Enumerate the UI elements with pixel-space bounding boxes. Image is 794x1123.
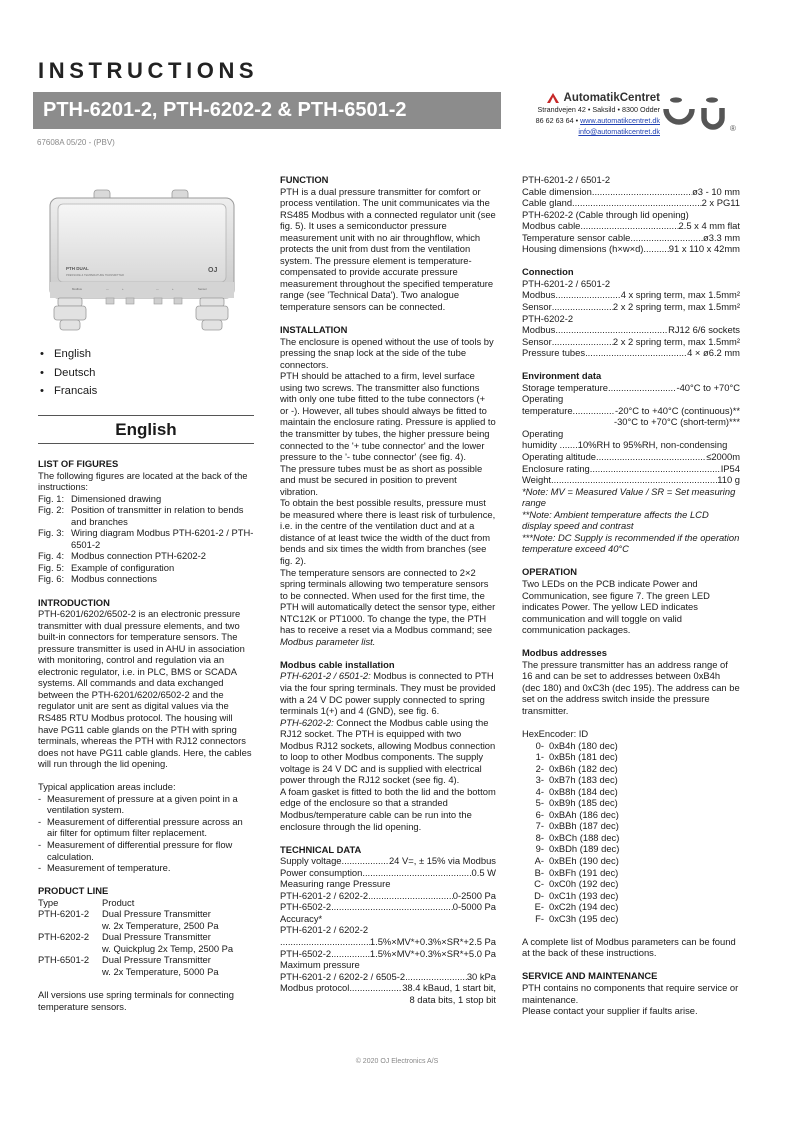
spec-modbus-cable: Modbus cable ..... 2.5 x 4 mm flat	[522, 220, 740, 232]
spec-cable-dimension: Cable dimension ..... ø3 - 10 mm	[522, 186, 740, 198]
product-sublabel: PRESSURE & TEMPERATURE TRANSMITTER	[66, 274, 124, 277]
dealer-logo	[502, 92, 660, 104]
dealer-phone: 86 62 63 64 •	[535, 116, 579, 125]
hex-key: 1-	[535, 751, 544, 763]
column-middle	[280, 174, 496, 1005]
note-3: ***Note: DC Supply is recommended if the operation temperature exceed 40°C	[522, 531, 740, 555]
product-table-header: Type Product	[38, 896, 135, 908]
hex-key: 0-	[535, 739, 544, 751]
spec-connection: Sensor ..... 2 x 2 spring term, max 1.5mm²	[522, 301, 740, 313]
figures-heading: LIST OF FIGURES	[38, 458, 119, 469]
product-row: PTH-6501-2 Dual Pressure Transmitter w. 2x Temperature, 5000 Pa	[38, 954, 219, 977]
installation-text-2: PTH should be attached to a firm, level surface using two screws. The transmitter also functions with only one tube fitted to the tube connectors (+ or -). However, all tubes should always be fitted to maintain the enclosure rating. Pressure is applied to the transmitter by tubes, the higher pressure being connected to the '+ tube connector' and the lower pressure to the '- tube connector' (see fig. 4).	[280, 370, 496, 463]
spec-max-pressure: PTH-6201-2 / 6202-2 / 6505-2 ..... 30 kPa	[280, 971, 496, 983]
spec-weight: Weight ..... 110 g	[522, 474, 740, 486]
spec-accuracy-model: PTH-6201-2 / 6202-2	[280, 924, 369, 936]
cable-installation-text-2: PTH-6202-2: Connect the Modbus cable using the RJ12 socket. The PTH is equipped with two Modbus RJ12 sockets, allowing Modbus connection to loop to other Modbus components. The supply voltage is 24 V DC and is supplied with electrical power through the RJ12 socket (see fig. 4).	[280, 716, 496, 786]
technical-data-heading: TECHNICAL DATA	[280, 843, 362, 855]
spec-model-a: PTH-6201-2 / 6501-2	[522, 174, 611, 185]
model-banner-text: PTH-6201-2, PTH-6202-2 & PTH-6501-2	[43, 99, 407, 121]
hex-value: 0xBAh (186 dec)	[549, 808, 619, 820]
figure-item: Fig. 6: Modbus connections	[38, 573, 157, 585]
dealer-contact	[502, 115, 660, 126]
hex-key: 4-	[535, 785, 544, 797]
hex-value: 0xC1h (193 dec)	[549, 889, 619, 901]
hex-value: 0xBCh (188 dec)	[549, 831, 620, 843]
hex-address-row	[522, 901, 740, 913]
spec-supply: Supply voltage ..... 24 V=, ± 15% via Modbus	[280, 855, 496, 867]
installation-text-3: The pressure tubes must be as short as possible and must be secured in position to prevent vibration.	[280, 462, 483, 497]
dealer-logo-icon	[546, 92, 560, 104]
spec-connection: Modbus ..... RJ12 6/6 sockets	[522, 324, 740, 336]
figure-item: Fig. 1: Dimensioned drawing	[38, 492, 162, 504]
hex-address-row	[522, 855, 740, 867]
hex-key: 5-	[535, 797, 544, 809]
product-label: PTH DUAL	[66, 266, 89, 271]
service-text: PTH contains no components that require service or maintenance.	[522, 981, 739, 1005]
spec-power: Power consumption ..... 0.5 W	[280, 867, 496, 879]
spec-protocol: Modbus protocol ..... 38.4 kBaud, 1 start bit,	[280, 982, 496, 994]
language-item[interactable]: • Francais	[40, 385, 98, 397]
dealer-name: AutomatikCentret	[563, 92, 660, 104]
hex-address-row	[522, 913, 740, 925]
spec-model-b: PTH-6202-2 (Cable through lid opening)	[522, 208, 689, 220]
section-title: English	[115, 420, 177, 439]
spec-op-humidity: humidity .......10%RH to 95%RH, non-condensing	[522, 439, 728, 451]
hex-key: F-	[535, 912, 544, 924]
function-text: PTH is a dual pressure transmitter for comfort or process ventilation. The unit communicates via the RS485 Modbus with a connected regulator unit (see fig. 5). It uses a semiconductor pressure measurement unit with no air throughflow, which protects the unit from dust from the ventilation system. The pressure element is temperature-compensated to provide accurate pressure measurement throughout the specified temperature range (see 'Technical Data'). Two analogue temperature sensors can be connected.	[280, 185, 496, 313]
hex-value: 0xB5h (181 dec)	[549, 751, 618, 763]
product-line-note: All versions use spring terminals for connecting temperature sensors.	[38, 988, 234, 1012]
hex-key: D-	[534, 889, 544, 901]
figure-item: Fig. 2: Position of transmitter in relation to bends and branches	[38, 504, 244, 527]
operation-text: Two LEDs on the PCB indicate Power and Communication, see figure 7. The green LED indicates Power. The yellow LED indicates communication and will toggle on valid communication packages.	[522, 578, 710, 636]
installation-heading: INSTALLATION	[280, 324, 348, 336]
operation-heading: OPERATION	[522, 566, 578, 578]
hex-key: E-	[534, 901, 544, 913]
modbus-addresses-text: The pressure transmitter has an address range of 16 and can be set to addresses between 0xB4h (dec 180) and 0xC3h (dec 195). The address can be set on the address switch inside the pressure transmitter.	[522, 658, 740, 716]
connection-model-a: PTH-6201-2 / 6501-2	[522, 277, 611, 289]
dealer-email-row	[502, 126, 660, 137]
hex-key: 6-	[535, 808, 544, 820]
hex-value: 0xB9h (185 dec)	[549, 797, 618, 809]
section-title-box	[38, 415, 254, 444]
spec-op-temp-2: -30°C to +70°C (short-term)***	[613, 416, 740, 428]
installation-text-5: The temperature sensors are connected to 2×2 spring terminals allowing two temperature sensors to be connected. When used for the first time, the PTH will automatically detect the sensor type, either NTC12K or PT1000. To change the type, the PTH has to receive a reset via a Modbus command; see Modbus parameter list.	[280, 566, 496, 647]
applications-intro: Typical application areas include:	[38, 781, 176, 793]
cable-installation-text-3: A foam gasket is fitted to both the lid and the bottom edge of the enclosure so that a stranded Modbus/temperature cable can be run into the enclosure through the lid opening.	[280, 785, 496, 832]
spec-cable-gland: Cable gland ..... 2 x PG11	[522, 197, 740, 209]
language-item[interactable]: • English	[40, 348, 92, 360]
hex-key: 7-	[535, 820, 544, 832]
oj-brand-logo	[662, 96, 740, 132]
hex-value: 0xBEh (190 dec)	[549, 855, 619, 867]
figure-item: Fig. 3: Wiring diagram Modbus PTH-6201-2 / PTH-6501-2	[38, 527, 254, 550]
note-1: *Note: MV = Measured Value / SR = Set measuring range	[522, 485, 736, 509]
hex-address-row	[522, 809, 740, 821]
connection-model-b: PTH-6202-2	[522, 312, 574, 324]
spec-range: PTH-6502-2 ..... 0-5000 Pa	[280, 901, 496, 913]
port-label-6: Sensor	[198, 287, 207, 291]
spec-range-heading: Measuring range Pressure	[280, 878, 391, 890]
hex-address-row	[522, 878, 740, 890]
dealer-block	[502, 92, 660, 137]
spec-housing: Housing dimensions (h×w×d) ..... 91 x 110 x 42mm	[522, 243, 740, 255]
dealer-address: Strandvejen 42 • Saksild • 8300 Odder	[537, 105, 660, 114]
hex-key: A-	[534, 855, 544, 867]
parameters-text: A complete list of Modbus parameters can be found at the back of these instructions.	[522, 935, 736, 959]
dealer-email-link[interactable]: info@automatikcentret.dk	[578, 127, 660, 136]
spec-max-pressure-heading: Maximum pressure	[280, 959, 360, 971]
hex-key: 2-	[535, 762, 544, 774]
hex-address-row	[522, 832, 740, 844]
hex-value: 0xB7h (183 dec)	[549, 774, 618, 786]
hex-key: 8-	[535, 831, 544, 843]
cable-installation-text-1: PTH-6201-2 / 6501-2: Modbus is connected to PTH via the four spring terminals. They must be provided with a 24 V DC power supply connected to spring terminals 1(+) and 4 (GND), see fig. 6.	[280, 670, 496, 717]
hex-key: C-	[534, 878, 544, 890]
modbus-addresses-heading: Modbus addresses	[522, 647, 607, 659]
spec-connection: Sensor ..... 2 x 2 spring term, max 1.5mm²	[522, 336, 740, 348]
application-item: - Measurement of differential pressure for flow calculation.	[38, 838, 233, 862]
spec-connection: Pressure tubes ..... 4 × ø6.2 mm	[522, 347, 740, 359]
hex-encoder-heading: HexEncoder: ID	[522, 728, 589, 740]
hex-address-row	[522, 890, 740, 902]
product-row: PTH-6201-2 Dual Pressure Transmitter w. 2x Temperature, 2500 Pa	[38, 908, 219, 931]
document-reference: 67608A 05/20 - (PBV)	[37, 138, 115, 147]
column-left	[38, 458, 254, 1012]
installation-text-4: To obtain the best possible results, pressure must be measured where there is least risk of turbulence, i.e. in the centre of the ventilation duct and at a distance of at least twice the width of the duct from bends and six times the width from branches (see fig. 2).	[280, 497, 496, 566]
hex-value: 0xBBh (187 dec)	[549, 820, 619, 832]
hex-key: B-	[534, 866, 544, 878]
spec-accuracy-heading: Accuracy*	[280, 912, 323, 924]
connection-heading: Connection	[522, 266, 574, 278]
spec-op-temp-label: Operating	[522, 393, 564, 405]
spec-enclosure-rating: Enclosure rating ..... IP54	[522, 463, 740, 475]
hex-address-row	[522, 843, 740, 855]
hex-value: 0xB6h (182 dec)	[549, 762, 618, 774]
hex-value: 0xC2h (194 dec)	[549, 901, 619, 913]
hex-address-row	[522, 786, 740, 798]
note-2: **Note: Ambient temperature affects the LCD display speed and contrast	[522, 508, 709, 532]
service-heading: SERVICE AND MAINTENANCE	[522, 970, 658, 982]
product-mark: OJ	[208, 267, 218, 274]
hex-value: 0xC0h (192 dec)	[549, 878, 619, 890]
hex-value: 0xC3h (195 dec)	[549, 912, 619, 924]
hex-value: 0xBFh (191 dec)	[549, 866, 619, 878]
registered-mark: ®	[730, 124, 736, 132]
dealer-website-link[interactable]: www.automatikcentret.dk	[580, 116, 660, 125]
copyright-footer: © 2020 OJ Electronics A/S	[355, 1058, 439, 1065]
product-line-heading: PRODUCT LINE	[38, 885, 109, 897]
port-label-2: —	[106, 287, 109, 291]
service-text-2: Please contact your supplier if faults arise.	[522, 1005, 698, 1017]
spec-accuracy: ..... 1.5%×MV*+0.3%×SR*+2.5 Pa	[280, 936, 496, 948]
language-list	[40, 345, 97, 401]
port-label-3: +	[122, 287, 124, 291]
introduction-text: PTH-6201/6202/6502-2 is an electronic pressure transmitter with dual pressure elements, and two built-in connectors for temperature sensors. The pressure transmitter is used in AHU in association with monitoring, control and regulation via an electronic regulator, i.e. in PLC, BMS or SCADA systems. All commands and data exchanged between the PTH-6201/6202/6502-2 and the regulator unit are sent as digital values via the RS485 RTU Modbus protocol. The housing will have PG11 cable glands on the PTH with spring terminals, whereas the PTH with RJ12 connectors does not have PG11 cable glands. Here, the cables will run through the lid opening.	[38, 608, 252, 770]
spec-range: PTH-6201-2 / 6202-2 ..... 0-2500 Pa	[280, 890, 496, 902]
figure-item: Fig. 4: Modbus connection PTH-6202-2	[38, 550, 206, 562]
application-item: - Measurement of temperature.	[38, 862, 171, 874]
figure-item: Fig. 5: Example of configuration	[38, 561, 175, 573]
language-item[interactable]: • Deutsch	[40, 366, 96, 379]
hex-address-list	[522, 740, 740, 925]
cable-installation-heading: Modbus cable installation	[280, 658, 395, 670]
port-label-4: —	[156, 287, 159, 291]
spec-accuracy: PTH-6502-2 ..... 1.5%×MV*+0.3%×SR*+5.0 Pa	[280, 948, 496, 960]
product-photo	[36, 186, 246, 336]
hex-value: 0xB8h (184 dec)	[549, 785, 618, 797]
spec-connection: Modbus ..... 4 x spring term, max 1.5mm²	[522, 289, 740, 301]
port-label-5: +	[172, 287, 174, 291]
hex-address-row	[522, 740, 740, 752]
application-item: - Measurement of pressure at a given point in a ventilation system.	[38, 792, 238, 816]
environment-heading: Environment data	[522, 370, 602, 382]
hex-key: 3-	[535, 774, 544, 786]
hex-key: 9-	[535, 843, 544, 855]
hex-address-row	[522, 751, 740, 763]
hex-address-row	[522, 763, 740, 775]
hex-address-row	[522, 797, 740, 809]
introduction-heading: INTRODUCTION	[38, 596, 110, 608]
hex-address-row	[522, 774, 740, 786]
application-item: - Measurement of differential pressure across an air filter for optimum filter replacement.	[38, 815, 243, 839]
document-title: INSTRUCTIONS	[38, 58, 259, 83]
figures-intro: The following figures are located at the back of the instructions:	[38, 469, 248, 493]
spec-storage-temp: Storage temperature ..... -40°C to +70°C	[522, 382, 740, 394]
model-banner	[33, 92, 501, 129]
spec-altitude: Operating altitude ..... ≤2000m	[522, 451, 740, 463]
spec-op-temp: temperature ..... -20°C to +40°C (continuous)**	[522, 405, 740, 417]
column-right	[522, 174, 740, 1017]
spec-temp-cable: Temperature sensor cable ..... ø3.3 mm	[522, 232, 740, 244]
spec-protocol-2: 8 data bits, 1 stop bit	[409, 993, 496, 1005]
hex-value: 0xBDh (189 dec)	[549, 843, 620, 855]
hex-value: 0xB4h (180 dec)	[549, 739, 618, 751]
installation-text-1: The enclosure is opened without the use of tools by pressing the snap lock at the side of the tube connectors.	[280, 335, 494, 370]
product-row: PTH-6202-2 Dual Pressure Transmitter w. Quickplug 2x Temp, 2500 Pa	[38, 931, 234, 954]
spec-op-humidity-label: Operating	[522, 427, 564, 439]
hex-address-row	[522, 867, 740, 879]
function-heading: FUNCTION	[280, 174, 329, 185]
hex-address-row	[522, 820, 740, 832]
port-label-1: Modbus	[72, 287, 82, 291]
